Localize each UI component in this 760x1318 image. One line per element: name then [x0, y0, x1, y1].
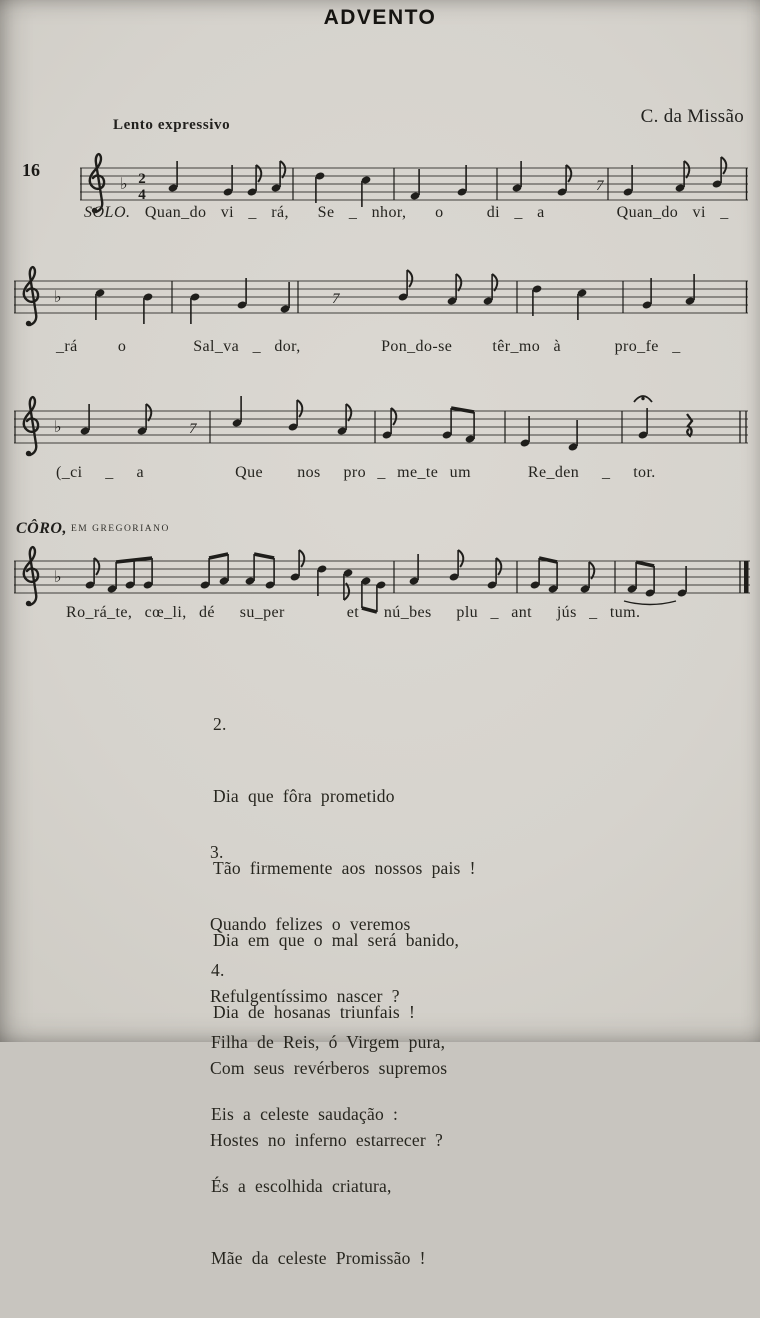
coro-style-label: EM GREGORIANO: [70, 524, 170, 534]
verse-line: Dia que fôra prometido: [213, 786, 395, 806]
verse-3-number: 3.: [210, 842, 224, 862]
verse-line: Filha de Reis, ó Virgem pura,: [211, 1032, 446, 1052]
verse-line: Tão firmemente aos nossos pais !: [213, 858, 476, 878]
hymn-number: 16: [22, 160, 40, 180]
staff-1-notation: [80, 142, 748, 238]
verse-line: Quando felizes o veremos: [210, 914, 411, 934]
verse-line: Dia em que o mal será banido,: [213, 930, 460, 950]
svg-text:7: 7: [332, 291, 340, 307]
verse-4-block: [210, 910, 448, 1318]
lyric-line-1: [84, 204, 729, 222]
solo-label: SOLO.: [84, 204, 131, 221]
verse-4-number: 4.: [211, 960, 225, 980]
svg-text:♭: ♭: [54, 417, 62, 436]
svg-text:♭: ♭: [54, 567, 62, 586]
verse-line: Refulgentíssimo nascer ?: [210, 986, 400, 1006]
svg-text:♭: ♭: [54, 287, 62, 306]
lyric-text-4: Ro_rá_te, cœ_li, dé su_per et nú_bes plu _ ant jús _ tum.: [66, 604, 641, 621]
lyric-text-3: (_ci _ a Que nos pro _ me_te um Re_den _ tor.: [56, 464, 656, 481]
verse-line: Com seus revérberos supremos: [210, 1058, 448, 1078]
svg-text:♭: ♭: [120, 174, 128, 193]
page-title: ADVENTO: [323, 6, 437, 29]
coro-title: CÔRO,: [16, 520, 67, 537]
verse-line: Dia de hosanas triunfais !: [213, 1002, 416, 1022]
verse-line: És a escolhida criatura,: [211, 1176, 392, 1196]
tempo-marking: Lento expressivo: [113, 117, 231, 133]
svg-text:2: 2: [138, 171, 146, 187]
lyric-line-3: [56, 464, 656, 482]
lyric-text-2: _rá o Sal_va _ dor, Pon_do-se têr_mo à pro_fe _: [56, 338, 681, 355]
verse-line: Mãe da celeste Promissão !: [211, 1248, 426, 1268]
composer-credit: C. da Missão: [640, 106, 744, 127]
lyric-text-1: Quan_do vi _ rá, Se _ nhor, o di _ a Quan_do vi _: [144, 204, 729, 221]
coro-label: [16, 520, 170, 538]
verse-line: Eis a celeste saudação :: [211, 1104, 399, 1124]
verse-line: Hostes no inferno estarrecer ?: [210, 1130, 443, 1150]
svg-text:7: 7: [189, 421, 197, 437]
staff-2-notation: [14, 255, 748, 351]
svg-text:4: 4: [138, 187, 146, 203]
lyric-line-4: [66, 604, 640, 622]
verse-2-number: 2.: [213, 714, 227, 734]
svg-text:7: 7: [596, 178, 604, 194]
lyric-line-2: [56, 338, 681, 356]
